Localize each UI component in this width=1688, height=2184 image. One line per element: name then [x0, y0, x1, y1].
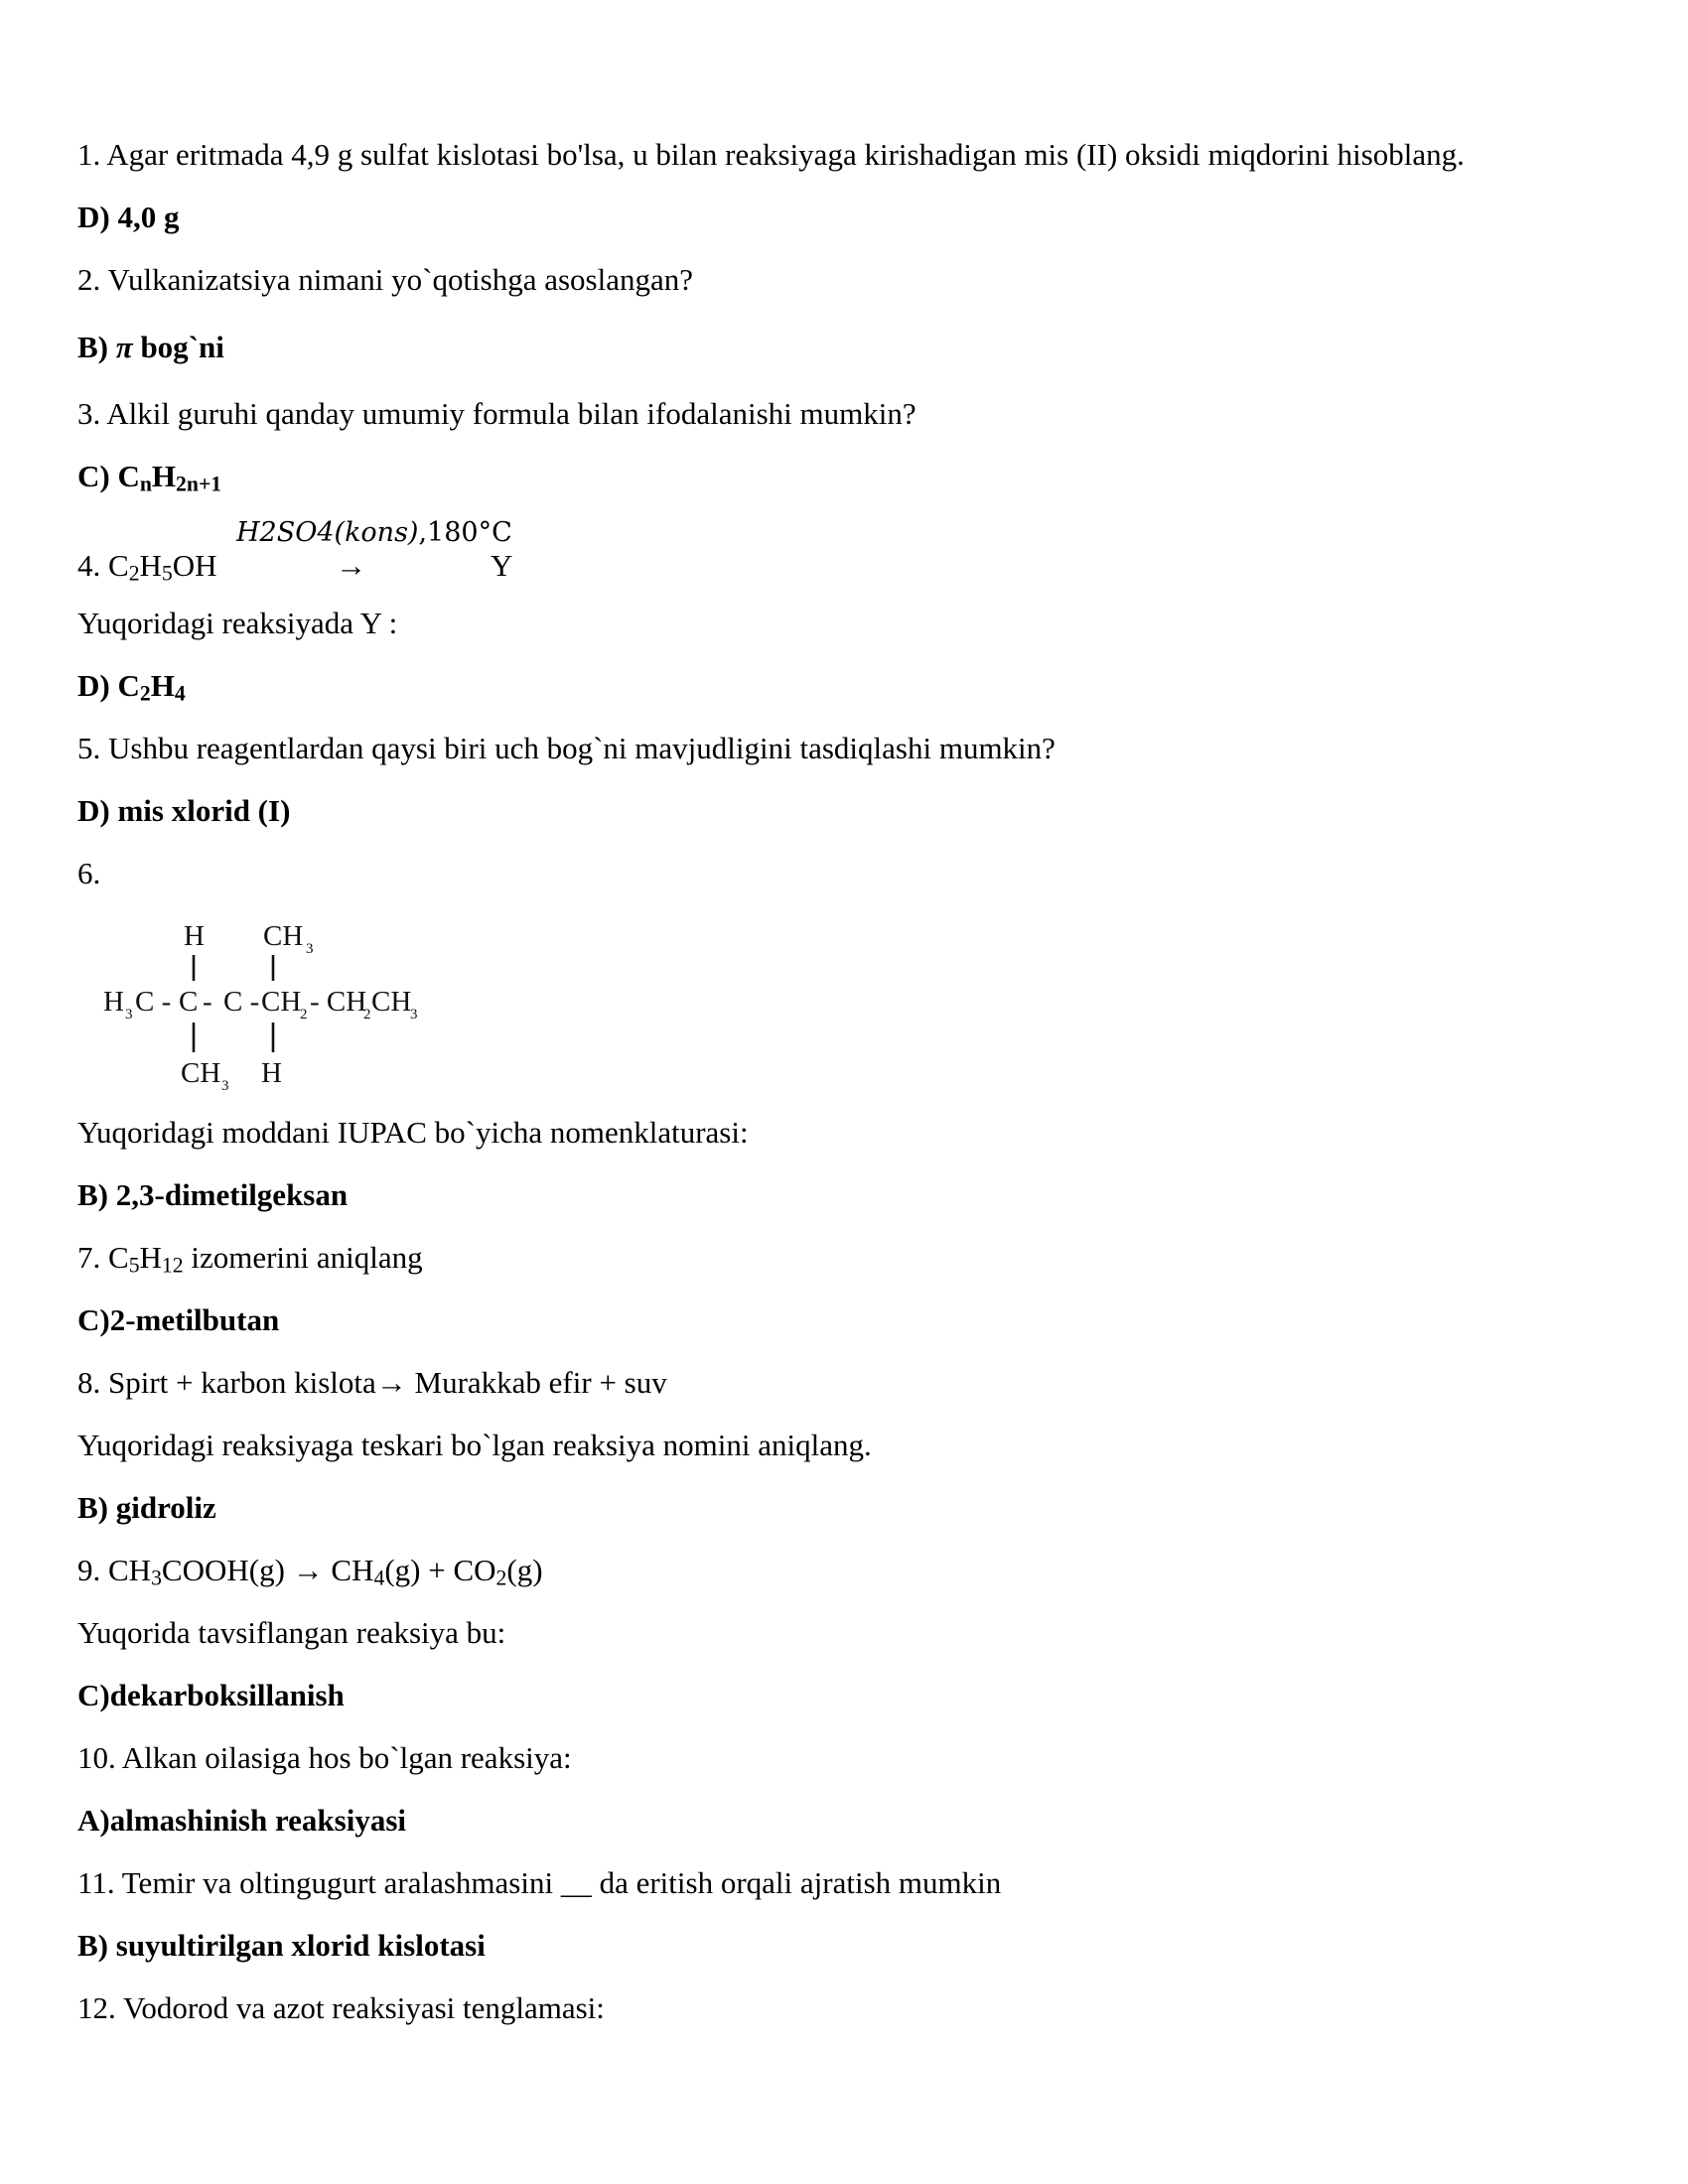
reaction-product: Y: [491, 548, 513, 583]
question-4-reaction: [77, 516, 673, 596]
question-12: 12. Vodorod va azot reaksiyasi tenglamasi:: [77, 1990, 605, 2025]
question-8: 8. Spirt + karbon kislota→ Murakkab efir + suv: [77, 1365, 667, 1400]
question-8-text: Yuqoridagi reaksiyaga teskari bo`lgan reaksiya nomini aniqlang.: [77, 1428, 872, 1462]
ch3-bottom: CH: [181, 1057, 221, 1089]
question-5: 5. Ushbu reagentlardan qaysi biri uch bog`ni mavjudligini tasdiqlashi mumkin?: [77, 731, 1055, 765]
answer-10: A)almashinish reaksiyasi: [77, 1803, 407, 1838]
answer-5: D) mis xlorid (I): [77, 793, 291, 828]
question-4-text: Yuqoridagi reaksiyada Y :: [77, 606, 398, 640]
answer-3: C) $C_nH_{2n+1}$: [77, 459, 222, 496]
ch2-group: CH: [261, 986, 302, 1018]
c-atom-2: C: [179, 986, 199, 1018]
answer-8: B) gidroliz: [77, 1490, 216, 1525]
answer-4: D) $C_2H_4$: [77, 668, 186, 706]
h3c-group: H: [103, 986, 124, 1018]
svg-text:2: 2: [300, 1007, 308, 1023]
svg-text:3: 3: [306, 941, 314, 957]
svg-text:- CH: - CH: [310, 986, 367, 1018]
h-bottom: H: [261, 1057, 282, 1089]
answer-7: C)2-metilbutan: [77, 1302, 280, 1337]
question-9-text: Yuqorida tavsiflangan reaksiya bu:: [77, 1615, 506, 1650]
question-1: 1. Agar eritmada 4,9 g sulfat kislotasi bo'lsa, u bilan reaksiyaga kirishadigan mis (II) oksidi miqdorini hisoblang.: [77, 137, 1465, 172]
c-atom-3: C -: [223, 986, 260, 1018]
h-top: H: [184, 920, 205, 952]
svg-text:3: 3: [410, 1007, 418, 1023]
answer-2: B) π bog`ni: [77, 330, 224, 364]
answer-11: B) suyultirilgan xlorid kislotasi: [77, 1928, 486, 1963]
answer-6: B) 2,3-dimetilgeksan: [77, 1177, 349, 1212]
ch3-top: CH: [263, 920, 304, 952]
pi-symbol: π: [115, 330, 133, 364]
question-6-text: Yuqoridagi moddani IUPAC bo`yicha nomenklaturasi:: [77, 1115, 749, 1150]
question-11: 11. Temir va oltingugurt aralashmasini __ da eritish orqali ajratish mumkin: [77, 1865, 1002, 1900]
reactant: 4. $C_2H_5OH$: [77, 548, 217, 586]
question-6-number: 6.: [77, 856, 101, 890]
structural-formula: [99, 913, 457, 1112]
svg-text:-: -: [203, 986, 212, 1018]
question-3: 3. Alkil guruhi qanday umumiy formula bilan ifodalanishi mumkin?: [77, 396, 916, 431]
question-10: 10. Alkan oilasiga hos bo`lgan reaksiya:: [77, 1740, 572, 1775]
svg-text:C -: C -: [135, 986, 172, 1018]
question-7: 7. $C_5H_{12}$ izomerini aniqlang: [77, 1240, 423, 1278]
svg-text:3: 3: [125, 1007, 133, 1023]
question-9: 9. $CH_3COOH(g) \to CH_4(g) + CO_2(g)$: [77, 1553, 543, 1590]
svg-text:2: 2: [363, 1007, 371, 1023]
reaction-arrow: →: [336, 548, 366, 583]
svg-text:3: 3: [221, 1078, 229, 1094]
ch3-end: CH: [371, 986, 412, 1018]
reaction-condition: H2SO4(kons),180°C: [236, 517, 512, 548]
answer-9: C)dekarboksillanish: [77, 1678, 345, 1712]
question-2: 2. Vulkanizatsiya nimani yo`qotishga asoslangan?: [77, 262, 694, 297]
answer-1: D) 4,0 g: [77, 200, 180, 234]
